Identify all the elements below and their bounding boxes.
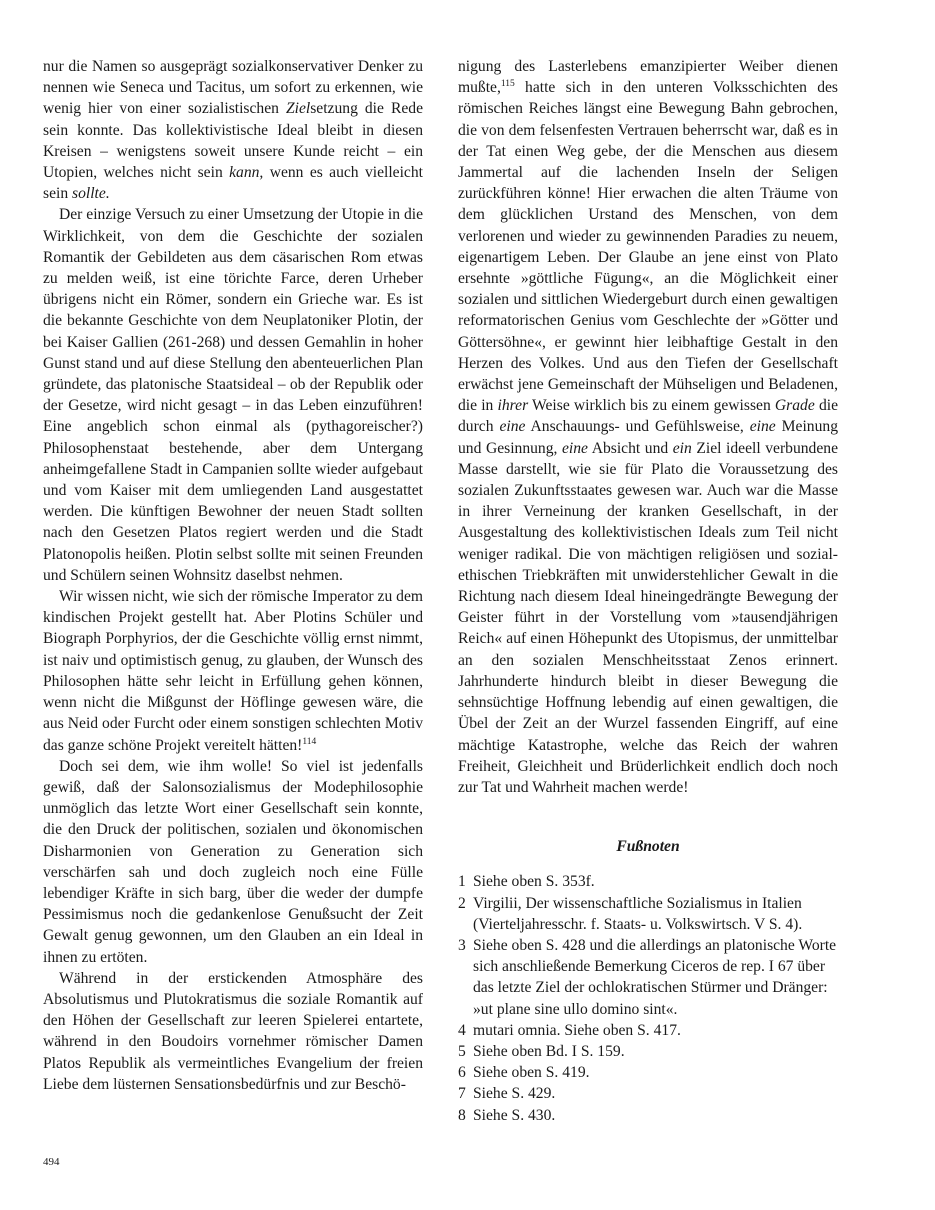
footnote-number: 5 [458, 1042, 466, 1060]
text-run: setzung die Rede sein konnte. Das kollektivistische Ideal bleibt in diesen Kreisen – wenigstens soweit unsere Kunde reicht – ein Utopien, welches nicht sein [43, 100, 424, 182]
text-run: Der einzige Versuch zu einer Umsetzung der Utopie in die Wirklichkeit, von dem die Geschichte der sozialen Romantik der Gebildeten aus dem cäsarischen Rom etwas zu melden weiß, ist eine törichte Farce, deren Urheber übrigens nicht ein Römer, sondern ein Grieche war. Es ist die bekannte Geschichte von dem Neuplatoniker Plotin, der bei Kaiser Gallien (261-268) und dessen Gemahlin in hoher Gunst stand und auf diese Stellung den abenteuerlichen Plan gründete, das platonische Staatsideal – ob der Republik oder der Gesetze, wird nicht gesagt – in das Leben einzuführen! Eine angeblich schon einmal als (pythagoreischer?) Philosophenstaat bestehende, aber dem Untergang anheimgefallene Stadt in Campanien sollte wieder aufgebaut und vom Kaiser mit dem umliegenden Land ausgestattet werden. Die künftigen Bewohner der neuen Stadt sollten nach den Gesetzen Platos regiert werden und die Stadt Platonopolis heißen. Plotin selbst sollte mit seinen Freunden und Schülern seinen Wohnsitz daselbst nehmen. [43, 206, 423, 584]
right-text-column [458, 56, 838, 1126]
footnote-text: mutari omnia. Siehe oben S. 417. [473, 1021, 681, 1039]
footnote-number: 1 [458, 873, 466, 891]
footnote-number: 4 [458, 1021, 466, 1039]
emphasis-text: eine [562, 439, 588, 457]
text-run: hatte sich in den unteren Volksschichten des römischen Reiches längst eine Bewegung Bahn gebrochen, die von dem felsenfesten Vertrauen beherrscht war, daß es in der Tat einen Weg gebe, der die Menschen aus diesem Jammertal auf die lachenden Inseln der Seligen zurückführen könne! Hier erwachen die alten Träume von dem glücklichen Urstand des Menschen, von dem verlorenen und wieder zu gewinnenden Paradies zu neuem, eigenartigem Leben. Der Glaube an jene einst von Plato ersehnte »göttliche Fügung«, an die Möglichkeit einer sozialen und sittlichen Wiedergeburt durch einen gewaltigen reformatorischen Genius vom Geschlechte der »Götter und Göttersöhne«, er gewinnt hier leibhaftige Gestalt in den Herzen des Volkes. Und aus den Tiefen der Gesellschaft erwächst jene Gemeinschaft der Mühseligen und Beladenen, die in [458, 79, 838, 415]
footnote-text: Siehe oben S. 353f. [473, 873, 595, 891]
emphasis-text: Grade [774, 397, 815, 415]
text-run: wenn es auch vielleicht sein [43, 164, 423, 203]
text-run: Meinung und Gesinnung, [458, 418, 838, 457]
paragraph [43, 968, 423, 1095]
text-run: Wir wissen nicht, wie sich der römische Imperator zu dem kindischen Projekt gestellt hat. Aber Plotins Schüler und Biograph Porphyrios, der die Geschichte völlig ernst nimmt, ist naiv und optimistisch genug, zu glauben, der Wunsch des Philosophen hätte sehr leicht in Erfüllung gehen können, wenn nicht die Mißgunst der Höflinge gewesen wäre, die aus Neid oder Furcht oder einem sonstigen schlechten Motiv das ganze schöne Projekt vereitelt hätten! [43, 588, 423, 754]
text-run: Ziel ideell verbundene Masse darstellt, wie sie für Plato die Voraussetzung des sozialen Zukunftsstaates gewesen war. Auch war die Masse in ihrer Verneinung der kranken Gesellschaft, in der Ausgestaltung des kollektivistischen Ideals zum Teil nicht weniger radikal. Die von mächtigen religiösen und sozial-ethischen Triebkräften mit unwiderstehlicher Gewalt in die Richtung nach diesem Ideal hineingedrängte Bewegung der Geister führt in der Vorstellung vom »tausendjährigen Reich« auf einen Höhepunkt des Utopismus, der unmittelbar an den sozialen Menschheitsstaat Zenos erinnert. Jahrhunderte hindurch bleibt in dieser Bewegung die sehnsüchtige Hoffnung lebendig auf einen gewaltigen, die Übel der Zeit an der Wurzel fassenden Eingriff, auf eine mächtige Katastrophe, welche das Reich der wahren Freiheit, Gleichheit und Brüderlichkeit endlich doch noch zur Tat und Wahrheit machen werde! [458, 439, 838, 796]
footnote-number: 3 [458, 936, 466, 954]
footnote-text: Siehe oben S. 428 und die allerdings an platonische Worte sich anschließende Bemerkung Ciceros de rep. I 67 über das letzte Ziel der ochlokratischen Stürmer und Dränger: »ut plane sine ullo domino sint«. [473, 936, 837, 1018]
text-run: Doch sei dem, wie ihm wolle! So viel ist jedenfalls gewiß, daß der Salonsozialismus der Modephilosophie unmöglich das letzte Wort einer Gesellschaft sein konnte, die den Druck der politischen, sozialen und ökonomischen Disharmonien von Generation zu Generation sich verschärfen sah und doch zugleich noch eine Fülle lebendiger Kräfte in sich barg, über die weder der dumpfe Pessimismus noch die gedankenlose Genußsucht der Zeit Gewalt genug gewonnen, um den Glauben an ein Ideal in ihnen zu ertöten. [43, 757, 423, 966]
text-run: die durch [458, 397, 839, 436]
emphasis-text: ihrer [497, 397, 529, 415]
paragraph [43, 56, 423, 204]
text-run: nigung des Lasterlebens emanzipierter Weiber dienen mußte, [458, 58, 838, 97]
footnote-number: 8 [458, 1106, 466, 1124]
right-body-text [458, 56, 838, 798]
footnote-text: Virgilii, Der wissenschaftliche Sozialismus in Italien (Vierteljahresschr. f. Staats- u. Volkswirtsch. V S. 4). [473, 894, 803, 933]
left-text-column [43, 56, 423, 1095]
text-run: Anschauungs- und Gefühlsweise, [525, 418, 750, 436]
emphasis-text: eine [499, 418, 526, 436]
footnote-text: Siehe S. 430. [473, 1106, 556, 1124]
footnote-item [458, 1062, 838, 1083]
paragraph [458, 56, 838, 798]
footnote-number: 7 [458, 1085, 466, 1103]
footnote-number: 6 [458, 1064, 466, 1082]
emphasis-text: eine [749, 418, 776, 436]
footnotes-list [458, 871, 838, 1125]
text-run: Weise wirklich bis zu einem gewissen [528, 397, 775, 415]
paragraph [43, 756, 423, 968]
paragraph [43, 586, 423, 756]
text-run: Während in der erstickenden Atmosphäre des Absolutismus und Plutokratismus die soziale Romantik auf den Höhen der Gesellschaft zur leeren Spielerei entartete, während in den Boudoirs vornehmer römischer Damen Platos Republik als vermeintliches Evangelium der freien Liebe dem lüsternen Sensationsbedürfnis und zur Beschö- [43, 969, 423, 1093]
footnote-item [458, 1041, 838, 1062]
emphasis-text: Ziel [285, 100, 311, 118]
footnote-item [458, 893, 838, 935]
emphasis-text: ein [672, 439, 692, 457]
text-run: Absicht und [587, 439, 673, 457]
page-number: 494 [43, 1156, 60, 1168]
emphasis-text: sollte. [72, 185, 110, 203]
footnote-number: 2 [458, 894, 466, 912]
footnote-text: Siehe oben S. 419. [473, 1064, 590, 1082]
footnote-item [458, 871, 838, 892]
footnote-reference: 115 [500, 79, 515, 90]
footnote-item [458, 1105, 838, 1126]
footnote-item [458, 1020, 838, 1041]
footnote-text: Siehe oben Bd. I S. 159. [473, 1042, 625, 1060]
paragraph [43, 204, 423, 586]
footnotes-heading: Fußnoten [616, 838, 680, 856]
footnote-reference: 114 [302, 736, 317, 747]
footnote-text: Siehe S. 429. [473, 1085, 556, 1103]
footnote-item [458, 935, 838, 1020]
emphasis-text: kann, [229, 164, 264, 182]
footnote-item [458, 1083, 838, 1104]
text-run: nur die Namen so ausgeprägt sozialkonservativer Denker zu nennen wie Seneca und Tacitus, um sofort zu erkennen, wie wenig hier von einer sozialistischen [43, 58, 423, 118]
